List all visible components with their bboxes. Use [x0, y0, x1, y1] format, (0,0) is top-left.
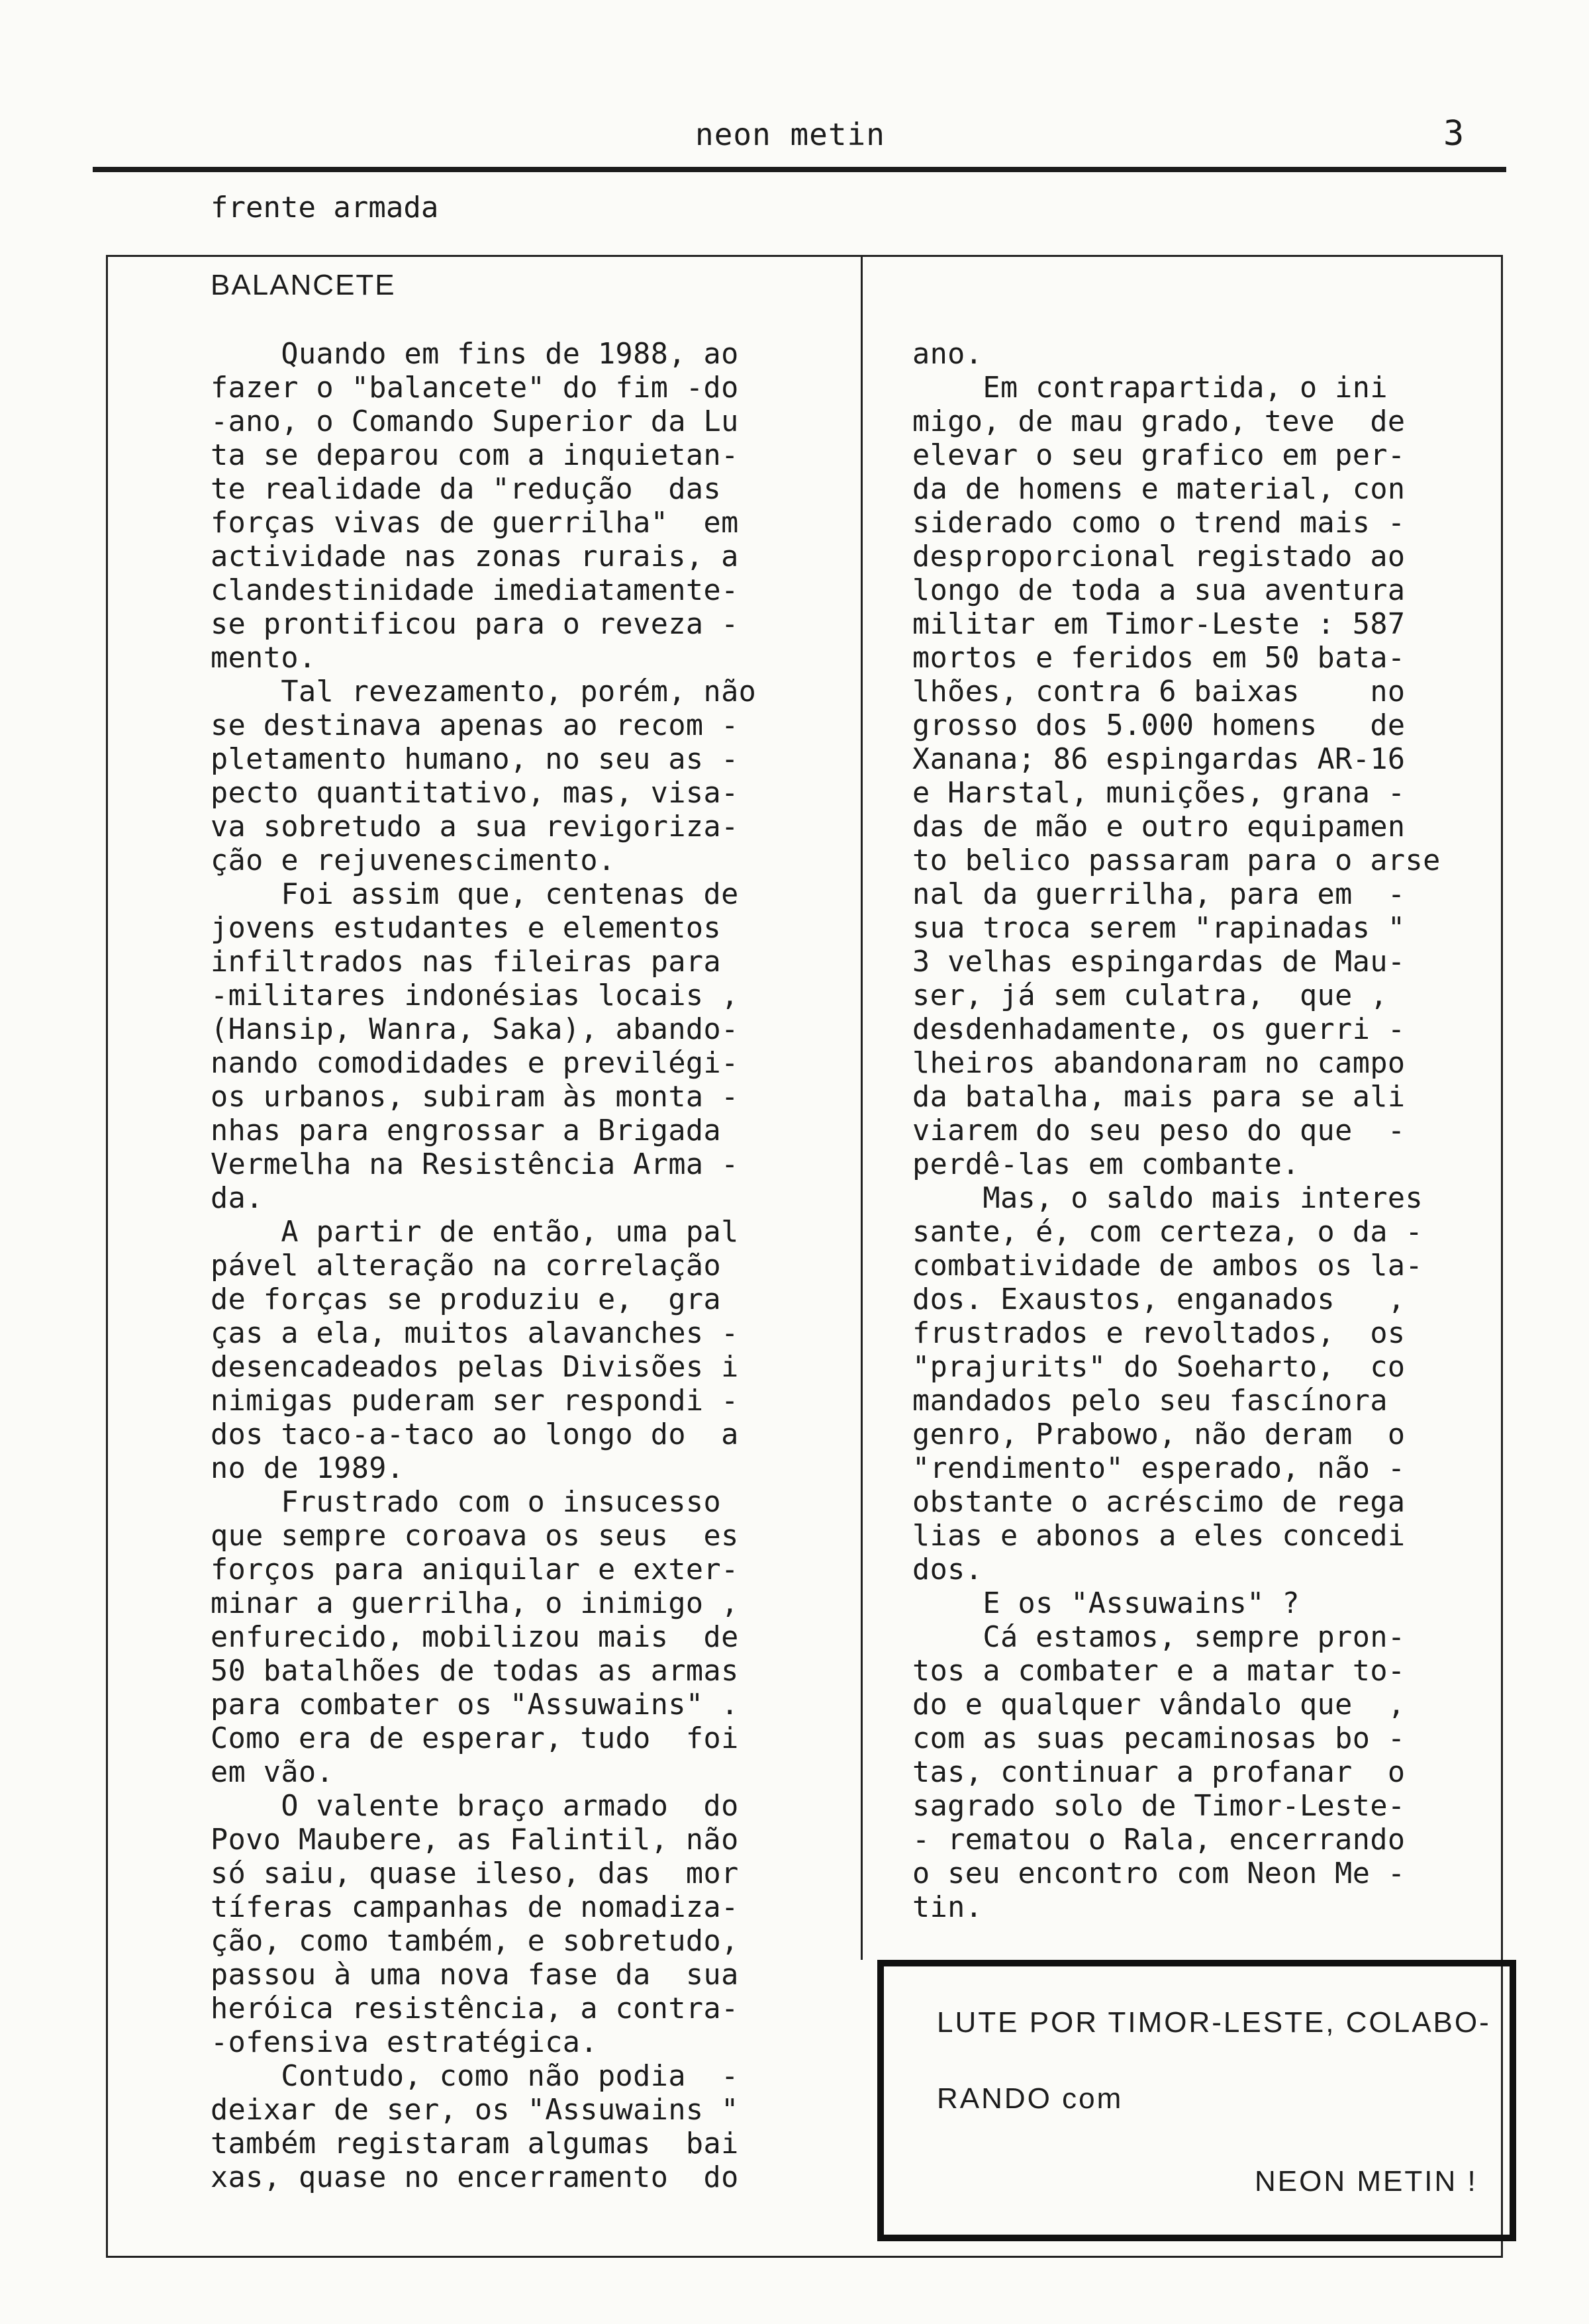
- left-column-line: Povo Maubere, as Falintil, não: [211, 1823, 739, 1857]
- right-column-line: nal da guerrilha, para em -: [912, 878, 1406, 911]
- left-column-line: nimigas puderam ser respondi -: [211, 1384, 739, 1418]
- right-column-line: sante, é, com certeza, o da -: [912, 1216, 1423, 1249]
- left-column-line: -ofensiva estratégica.: [211, 2026, 598, 2059]
- left-column-line: pável alteração na correlação: [211, 1249, 722, 1283]
- left-column-line: pletamento humano, no seu as -: [211, 743, 739, 776]
- right-column-line: perdê-las em combante.: [912, 1148, 1300, 1181]
- right-column-line: tas, continuar a profanar o: [912, 1756, 1406, 1789]
- right-column-line: frustrados e revoltados, os: [912, 1317, 1406, 1350]
- left-column-line: pecto quantitativo, mas, visa-: [211, 777, 739, 810]
- right-column-line: mortos e feridos em 50 bata-: [912, 642, 1406, 675]
- left-column-line: se destinava apenas ao recom -: [211, 709, 739, 742]
- right-column-line: ser, já sem culatra, que ,: [912, 979, 1388, 1012]
- left-column-line: passou à uma nova fase da sua: [211, 1959, 739, 1992]
- left-column-line: nando comodidades e previlégi-: [211, 1047, 739, 1080]
- left-column-line: ta se deparou com a inquietan-: [211, 439, 739, 472]
- right-column-line: militar em Timor-Leste : 587: [912, 608, 1406, 641]
- left-column-line: te realidade da "redução das: [211, 473, 722, 506]
- right-column-line: Em contrapartida, o ini: [912, 371, 1388, 405]
- right-column-line: 3 velhas espingardas de Mau-: [912, 945, 1406, 979]
- left-column-line: Vermelha na Resistência Arma -: [211, 1148, 739, 1181]
- right-column-line: tos a combater e a matar to-: [912, 1655, 1406, 1688]
- right-column-line: genro, Prabowo, não deram o: [912, 1418, 1406, 1451]
- left-column-line: da.: [211, 1182, 264, 1215]
- right-column-line: lhões, contra 6 baixas no: [912, 675, 1406, 708]
- right-column-line: sagrado solo de Timor-Leste-: [912, 1790, 1406, 1823]
- left-column-line: (Hansip, Wanra, Saka), abando-: [211, 1013, 739, 1046]
- left-column-line: deixar de ser, os "Assuwains ": [211, 2094, 739, 2127]
- right-column-line: da de homens e material, con: [912, 473, 1406, 506]
- right-column-line: sua troca serem "rapinadas ": [912, 912, 1406, 945]
- right-column-line: do e qualquer vândalo que ,: [912, 1688, 1406, 1721]
- right-column-line: dos.: [912, 1553, 983, 1586]
- notice-line-3: NEON METIN !: [1255, 2165, 1478, 2198]
- left-column-line: minar a guerrilha, o inimigo ,: [211, 1587, 739, 1620]
- right-column-line: Cá estamos, sempre pron-: [912, 1621, 1406, 1654]
- left-column-line: forços para aniquilar e exter-: [211, 1553, 739, 1586]
- left-column-line: -militares indonésias locais ,: [211, 979, 739, 1012]
- left-column-line: forças vivas de guerrilha" em: [211, 507, 739, 540]
- left-column-line: se prontificou para o reveza -: [211, 608, 739, 641]
- right-column-line: siderado como o trend mais -: [912, 507, 1406, 540]
- right-column-line: "rendimento" esperado, não -: [912, 1452, 1406, 1485]
- page-number: 3: [1443, 114, 1465, 154]
- left-column-line: ças a ela, muitos alavanches -: [211, 1317, 739, 1350]
- right-column-line: e Harstal, munições, grana -: [912, 777, 1406, 810]
- right-column-line: viarem do seu peso do que -: [912, 1114, 1406, 1147]
- left-column-line: desencadeados pelas Divisões i: [211, 1351, 739, 1384]
- left-column-line: fazer o "balancete" do fim -do: [211, 371, 739, 405]
- right-column-line: desproporcional registado ao: [912, 540, 1406, 573]
- right-column-line: mandados pelo seu fascínora: [912, 1384, 1388, 1418]
- left-column-line: ção e rejuvenescimento.: [211, 844, 616, 877]
- article-heading: BALANCETE: [211, 269, 396, 301]
- right-column-line: das de mão e outro equipamen: [912, 810, 1406, 844]
- left-column-line: O valente braço armado do: [211, 1790, 739, 1823]
- left-column-line: A partir de então, uma pal: [211, 1216, 739, 1249]
- right-column-line: elevar o seu grafico em per-: [912, 439, 1406, 472]
- right-column-line: grosso dos 5.000 homens de: [912, 709, 1406, 742]
- right-column-line: - rematou o Rala, encerrando: [912, 1823, 1406, 1857]
- notice-box: [877, 1960, 1516, 2241]
- right-column-line: Mas, o saldo mais interes: [912, 1182, 1423, 1215]
- left-column-line: de forças se produziu e, gra: [211, 1283, 722, 1316]
- left-column-line: no de 1989.: [211, 1452, 405, 1485]
- left-column-line: para combater os "Assuwains" .: [211, 1688, 739, 1721]
- column-divider: [861, 255, 863, 1960]
- left-column-line: Contudo, como não podia -: [211, 2060, 739, 2093]
- right-column-line: dos. Exaustos, enganados ,: [912, 1283, 1406, 1316]
- right-column-line: obstante o acréscimo de rega: [912, 1486, 1406, 1519]
- left-column-line: Foi assim que, centenas de: [211, 878, 739, 911]
- right-column-line: lias e abonos a eles concedi: [912, 1520, 1406, 1553]
- left-column-line: xas, quase no encerramento do: [211, 2161, 739, 2194]
- right-column-line: E os "Assuwains" ?: [912, 1587, 1300, 1620]
- left-column-line: infiltrados nas fileiras para: [211, 945, 722, 979]
- left-column-line: -ano, o Comando Superior da Lu: [211, 405, 739, 438]
- left-column-line: va sobretudo a sua revigoriza-: [211, 810, 739, 844]
- left-column-line: actividade nas zonas rurais, a: [211, 540, 739, 573]
- left-column-line: Quando em fins de 1988, ao: [211, 338, 739, 371]
- right-column-line: o seu encontro com Neon Me -: [912, 1857, 1406, 1890]
- right-column-line: migo, de mau grado, teve de: [912, 405, 1406, 438]
- right-column-line: longo de toda a sua aventura: [912, 574, 1406, 607]
- article-left-column: [211, 338, 756, 2195]
- left-column-line: ção, como também, e sobretudo,: [211, 1925, 739, 1958]
- right-column-line: combatividade de ambos os la-: [912, 1249, 1423, 1283]
- header-rule: [93, 167, 1506, 172]
- section-label: frente armada: [211, 191, 439, 224]
- left-column-line: clandestinidade imediatamente-: [211, 574, 739, 607]
- right-column-line: da batalha, mais para se ali: [912, 1081, 1406, 1114]
- left-column-line: Tal revezamento, porém, não: [211, 675, 757, 708]
- left-column-line: os urbanos, subiram às monta -: [211, 1081, 739, 1114]
- left-column-line: heróica resistência, a contra-: [211, 1992, 739, 2025]
- left-column-line: em vão.: [211, 1756, 334, 1789]
- left-column-line: que sempre coroava os seus es: [211, 1520, 739, 1553]
- article-right-column: [912, 338, 1441, 1925]
- right-column-line: lheiros abandonaram no campo: [912, 1047, 1406, 1080]
- notice-line-1: LUTE POR TIMOR-LESTE, COLABO-: [937, 2006, 1491, 2039]
- right-column-line: Xanana; 86 espingardas AR-16: [912, 743, 1406, 776]
- left-column-line: só saiu, quase ileso, das mor: [211, 1857, 739, 1890]
- left-column-line: Frustrado com o insucesso: [211, 1486, 722, 1519]
- header-title: neon metin: [695, 117, 885, 152]
- notice-line-2: RANDO com: [937, 2082, 1124, 2115]
- left-column-line: dos taco-a-taco ao longo do a: [211, 1418, 739, 1451]
- right-column-line: desdenhadamente, os guerri -: [912, 1013, 1406, 1046]
- right-column-line: tin.: [912, 1891, 983, 1924]
- left-column-line: jovens estudantes e elementos: [211, 912, 722, 945]
- left-column-line: enfurecido, mobilizou mais de: [211, 1621, 739, 1654]
- left-column-line: nhas para engrossar a Brigada: [211, 1114, 722, 1147]
- right-column-line: "prajurits" do Soeharto, co: [912, 1351, 1406, 1384]
- right-column-line: ano.: [912, 338, 983, 371]
- right-column-line: com as suas pecaminosas bo -: [912, 1722, 1406, 1755]
- left-column-line: 50 batalhões de todas as armas: [211, 1655, 739, 1688]
- left-column-line: tíferas campanhas de nomadiza-: [211, 1891, 739, 1924]
- left-column-line: mento.: [211, 642, 316, 675]
- right-column-line: to belico passaram para o arse: [912, 844, 1441, 877]
- left-column-line: Como era de esperar, tudo foi: [211, 1722, 739, 1755]
- left-column-line: também registaram algumas bai: [211, 2127, 739, 2160]
